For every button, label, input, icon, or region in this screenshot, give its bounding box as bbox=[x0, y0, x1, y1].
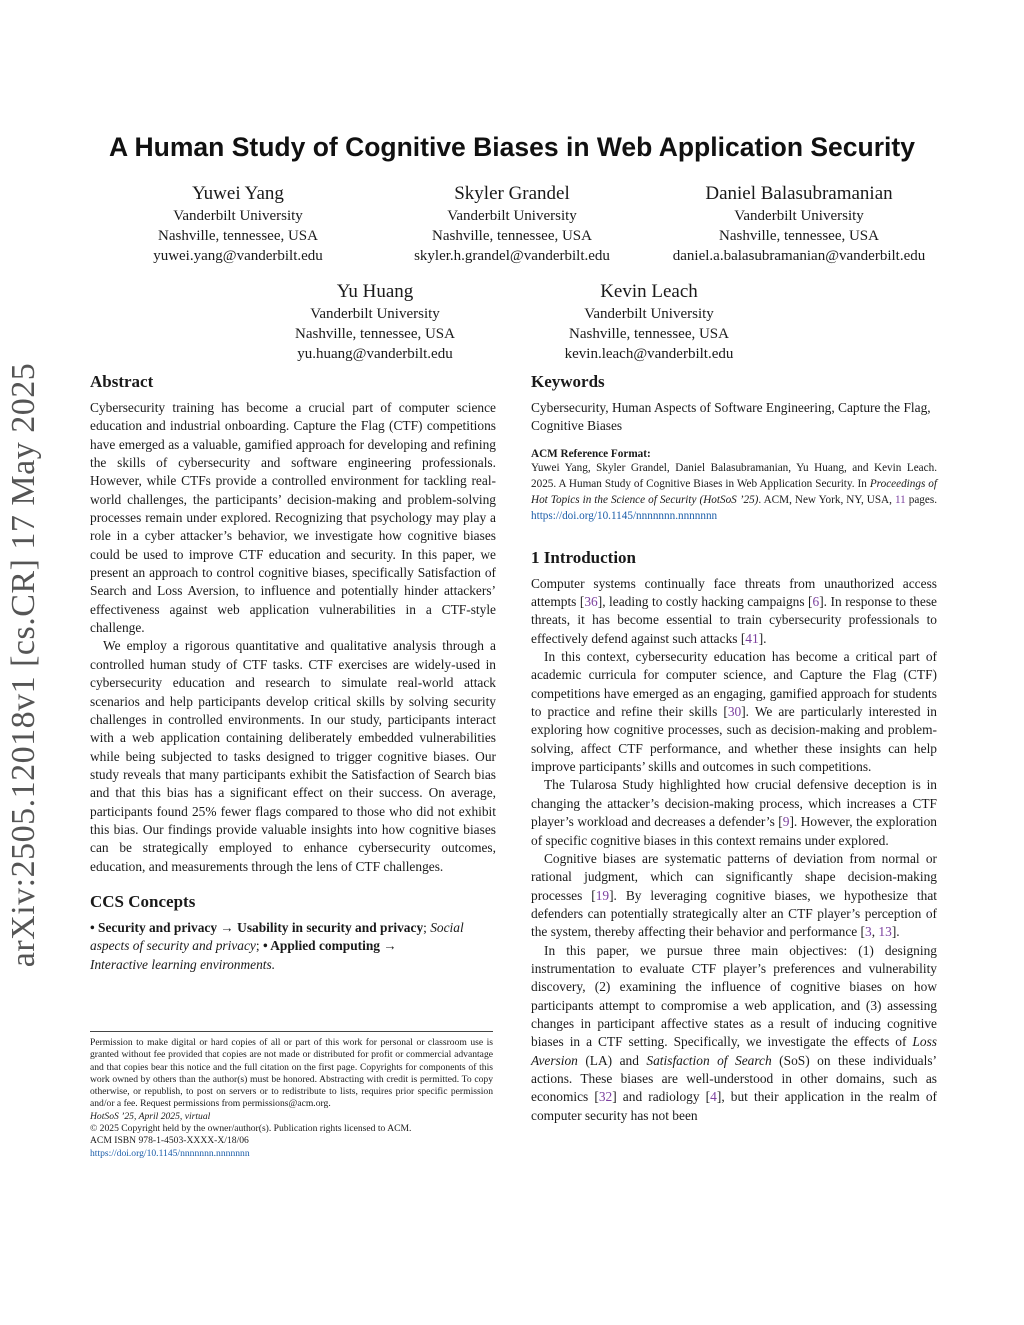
citation-link[interactable]: 19 bbox=[595, 887, 610, 903]
venue-line: HotSoS ’25, April 2025, virtual bbox=[90, 1110, 211, 1122]
copyright-line: © 2025 Copyright held by the owner/author(s). Publication rights licensed to ACM. bbox=[90, 1123, 412, 1135]
acm-ref-heading: ACM Reference Format: bbox=[531, 447, 651, 460]
citation-link[interactable]: 9 bbox=[782, 814, 790, 830]
permission-text: Permission to make digital or hard copies of all or part of this work for personal or classroom use is granted without fee provided that copies are not made or distributed for profit or commercial advantage and that copies bear this notice and the full citation on the first page. Copyrights for components of this work owned by others than the author(s) must be honored. Abstracting with credit is permitted. To copy otherwise, or republish, to post on servers or to redistribute to lists, requires prior specific permission and/or a fee. Request permissions from permissions@acm.org. bbox=[90, 1037, 493, 1110]
author-block bbox=[549, 280, 749, 364]
citation-link[interactable]: 32 bbox=[598, 1089, 613, 1105]
author-location: Nashville, tennessee, USA bbox=[158, 228, 318, 244]
intro-paragraph: Cognitive biases are systematic patterns of deviation from normal or rational judgment, which can significantly shape decision-making processes [19]. By leveraging cognitive biases, we hypothesize that defenders can potentially strategically alter an CTF player’s perception of the system, thereby affecting their behavior and performance [3, 13]. bbox=[531, 850, 938, 940]
citation-link[interactable]: 30 bbox=[727, 704, 742, 720]
arxiv-stamp: arXiv:2505.12018v1 [cs.CR] 17 May 2025 bbox=[5, 362, 42, 968]
keywords-text: Cybersecurity, Human Aspects of Software Engineering, Capture the Flag, Cognitive Biases bbox=[531, 400, 931, 434]
author-name: Yu Huang bbox=[336, 281, 414, 302]
author-block bbox=[392, 182, 632, 266]
author-affiliation: Vanderbilt University bbox=[310, 306, 440, 322]
author-email[interactable]: daniel.a.balasubramanian@vanderbilt.edu bbox=[672, 248, 926, 264]
intro-paragraph: Computer systems continually face threats from unauthorized access attempts [36], leading to costly hacking campaigns [6]. In response to these threats, it has become essential to train cybersecurity professionals to effectively defend against such attacks [41]. bbox=[531, 575, 937, 646]
abstract-paragraph: We employ a rigorous quantitative and qualitative analysis through a controlled human study of CTF tasks. CTF exercises are widely-used in cybersecurity education and research to simulate real-world attack scenarios and help participants develop critical skills by solving security challenges in controlled environments. In our study, participants interact with a web application containing deliberately embedded vulnerabilities while being subjected to tasks designed to trigger cognitive biases. Our study reveals that many participants exhibit the Satisfaction of Search bias and that this bias has a significant effect on their success. On average, participants found 25% fewer flags compared to those who did not exhibit this bias. Our findings provide valuable insights into how cognitive biases can be strategically employed to enhance cybersecurity outcomes, education, and measurements through the lens of CTF challenges. bbox=[90, 638, 496, 874]
permission-footnote bbox=[90, 1031, 493, 1160]
citation-link[interactable]: 3 bbox=[865, 924, 872, 940]
author-location: Nashville, tennessee, USA bbox=[569, 326, 729, 342]
author-name: Daniel Balasubramanian bbox=[705, 183, 893, 204]
author-block bbox=[138, 182, 338, 266]
citation-link[interactable]: 4 bbox=[710, 1089, 717, 1105]
author-email[interactable]: yuwei.yang@vanderbilt.edu bbox=[153, 248, 323, 264]
author-name: Skyler Grandel bbox=[454, 183, 570, 204]
left-column bbox=[90, 372, 496, 974]
ccs-concept: • Applied computing → bbox=[262, 938, 397, 954]
keywords-heading: Keywords bbox=[531, 372, 605, 391]
author-block bbox=[646, 182, 952, 266]
doi-link[interactable]: https://doi.org/10.1145/nnnnnnn.nnnnnnn bbox=[90, 1147, 250, 1159]
ccs-concept: Interactive learning environments. bbox=[90, 956, 276, 972]
ccs-heading: CCS Concepts bbox=[90, 891, 196, 911]
intro-paragraph: In this context, cybersecurity education has become a critical part of academic curricula for computer science, and Capture the Flag (CTF) competitions have emerged as an engaging, gamified approach for students to practice and refine their skills [30]. We are particularly interested in exploring how cognitive processes, such as decision-making and problem-solving, affect CTF performance, and whether these insights can help improve participants’ skills and outcomes in such competitions. bbox=[531, 649, 937, 775]
isbn-line: ACM ISBN 978-1-4503-XXXX-X/18/06 bbox=[90, 1135, 249, 1147]
ccs-concepts: • Security and privacy → Usability in security and privacy; Social aspects of security and privacy; • Applied computing → Interactive learning environments. bbox=[90, 919, 464, 972]
author-location: Nashville, tennessee, USA bbox=[295, 326, 455, 342]
author-affiliation: Vanderbilt University bbox=[734, 208, 864, 224]
author-location: Nashville, tennessee, USA bbox=[719, 228, 879, 244]
author-email[interactable]: yu.huang@vanderbilt.edu bbox=[297, 346, 453, 362]
citation-link[interactable]: 13 bbox=[878, 924, 892, 940]
right-column bbox=[531, 372, 937, 1125]
author-name: Kevin Leach bbox=[600, 281, 698, 302]
ccs-concept: Social aspects of security and privacy bbox=[90, 919, 464, 954]
author-affiliation: Vanderbilt University bbox=[584, 306, 714, 322]
acm-doi-link[interactable]: https://doi.org/10.1145/nnnnnnn.nnnnnnn bbox=[531, 509, 718, 522]
citation-link[interactable]: 41 bbox=[745, 630, 759, 646]
author-block bbox=[275, 280, 475, 364]
author-affiliation: Vanderbilt University bbox=[173, 208, 303, 224]
intro-heading: 1 Introduction bbox=[531, 547, 637, 567]
ccs-concept: • Security and privacy → Usability in security and privacy bbox=[90, 919, 424, 935]
intro-paragraph: In this paper, we pursue three main objectives: (1) designing instrumentation to evaluate CTF player’s preferences and vulnerability discovery, (2) examining the influence of cognitive biases on how participants attempt to compromise a web application, and (3) assessing changes in participant affective states as a result of inducing cognitive biases in a CTF setting. Specifically, we investigate the effects of Loss Aversion (LA) and Satisfaction of Search (SoS) on these individuals’ actions. These biases are well-understood in other domains, such as economics [32] and radiology [4], but their application in the realm of computer security has not been bbox=[531, 942, 938, 1123]
paper-title: A Human Study of Cognitive Biases in Web Application Security bbox=[109, 132, 915, 162]
citation-link[interactable]: 6 bbox=[812, 594, 820, 610]
author-email[interactable]: skyler.h.grandel@vanderbilt.edu bbox=[414, 248, 610, 264]
acm-ref-text: Yuwei Yang, Skyler Grandel, Daniel Balasubramanian, Yu Huang, and Kevin Leach. 2025. A Human Study of Cognitive Biases in Web Application Security. In Proceedings of Hot Topics in the Science of Security (HotSoS ’25). ACM, New York, NY, USA, 11 pages. https://doi.org/10.1145/nnnnnnn.nnnnnnn bbox=[531, 461, 937, 522]
abstract-paragraph: Cybersecurity training has become a crucial part of computer science education and industrial onboarding. Capture the Flag (CTF) competitions have emerged as a valuable, gamified approach for developing and refining the skills of cybersecurity and software engineering professionals. However, while CTFs provide a controlled environment for tackling real-world challenges, the participants’ decision-making and problem-solving processes remain under explored. Recognizing that psychology may play a role in a cyber attacker’s behavior, we investigate how cognitive biases could be used to improve CTF education and security. In this paper, we present an approach to control cognitive biases, specifically Satisfaction of Search and Loss Aversion, to influence and potentially hinder attackers’ effectiveness against web application vulnerabilities in a CTF-style challenge. bbox=[90, 400, 496, 636]
author-name: Yuwei Yang bbox=[192, 183, 284, 204]
abstract-heading: Abstract bbox=[90, 372, 154, 391]
author-location: Nashville, tennessee, USA bbox=[432, 228, 592, 244]
author-affiliation: Vanderbilt University bbox=[447, 208, 577, 224]
author-email[interactable]: kevin.leach@vanderbilt.edu bbox=[564, 346, 734, 362]
citation-link[interactable]: 36 bbox=[584, 594, 598, 610]
intro-paragraph: The Tularosa Study highlighted how crucial defensive deception is in changing the attacker’s decision-making process, which increases a CTF player’s workload and decreases a defender’s [9]. However, the exploration of specific cognitive biases in this context remains under explored. bbox=[531, 777, 937, 848]
